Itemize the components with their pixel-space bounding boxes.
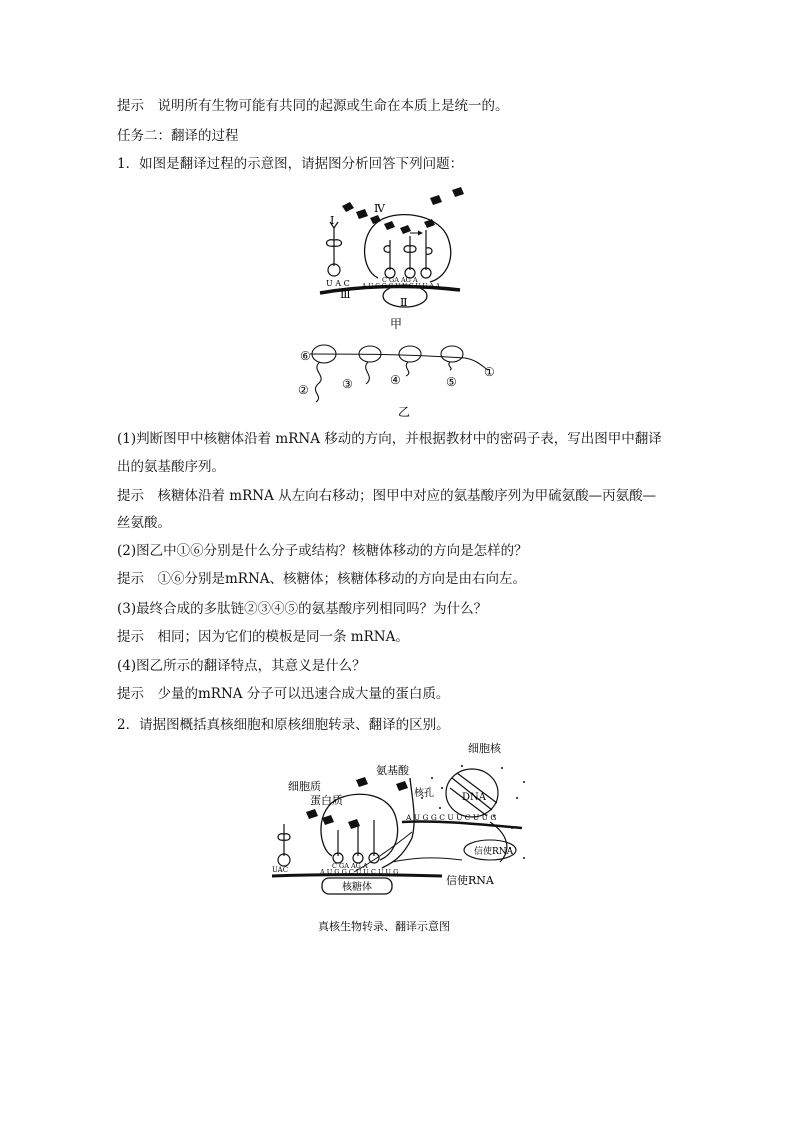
peptide-3 [366, 362, 370, 384]
ribosome-large-subunit [365, 215, 451, 282]
trna-inside-2 [404, 236, 416, 278]
figure-eukaryote [262, 738, 534, 938]
mrna-sequence-text: A U G G C U U C U U A A [362, 283, 441, 290]
amino-acid-chain [342, 202, 435, 234]
label-nucleus: 细胞核 [468, 742, 501, 755]
label-amino-acid: 氨基酸 [376, 764, 409, 777]
trna-inside-1 [384, 240, 395, 278]
label-IV: Ⅳ [374, 202, 385, 215]
num-3: ③ [342, 377, 353, 391]
figure-jia [290, 178, 500, 338]
free-amino-acids [430, 187, 464, 205]
answer-3: 提示 相同；因为它们的模板是同一条 mRNA。 [117, 629, 409, 645]
num-6: ⑥ [300, 349, 311, 363]
figure-yi [290, 340, 510, 422]
trna-codons-text: C GA AG A [382, 276, 418, 284]
answer-1-line-2: 丝氨酸。 [117, 515, 171, 531]
anticodon-text: U A C [326, 279, 350, 288]
ribosome-3 [399, 346, 421, 362]
trna-inside-3 [421, 230, 432, 278]
peptide-2 [315, 362, 321, 402]
question-1-line-2: 出的氨基酸序列。 [117, 459, 225, 475]
label-III: Ⅲ [340, 288, 351, 301]
question-4: (4)图乙所示的翻译特点，其意义是什么？ [117, 658, 366, 674]
caption-eukaryote: 真核生物转录、翻译示意图 [318, 920, 450, 933]
answer-1-line-1: 提示 核糖体沿着 mRNA 从左向右移动；图甲中对应的氨基酸序列为甲硫氨酸—丙氨酸— [117, 488, 657, 504]
ribosome-4 [441, 346, 463, 362]
trna-cyto [278, 820, 379, 866]
mrna-nucleus-seq: A U G G C U U C U U G [406, 813, 497, 822]
free-amino-acid-shapes [356, 777, 408, 791]
label-ribosome: 核糖体 [342, 882, 372, 893]
anticodon-cyto: UAC [272, 866, 289, 874]
label-protein: 蛋白质 [310, 794, 343, 807]
nuclear-membrane [382, 778, 414, 868]
mrna-nucleus [402, 821, 522, 828]
label-mrna: 信使RNA [446, 874, 494, 887]
label-II: Ⅱ [400, 296, 408, 309]
question-1-intro: 1．如图是翻译过程的示意图，请据图分析回答下列问题： [117, 156, 464, 172]
num-4: ④ [390, 373, 401, 387]
peptide-5 [449, 362, 451, 370]
label-dna: DNA [462, 792, 486, 803]
trna-codons-cyto: C GA AG A [332, 862, 368, 870]
caption-jia: 甲 [390, 317, 403, 331]
label-I: Ⅰ [330, 214, 335, 227]
num-1: ① [484, 365, 495, 379]
num-5: ⑤ [446, 375, 457, 389]
mrna-exit-curve [392, 858, 462, 862]
hint-origin: 提示 说明所有生物可能有共同的起源或生命在本质上是统一的。 [117, 98, 509, 114]
nucleus-region [421, 765, 525, 859]
label-mrna-inside: 信使RNA [474, 847, 514, 857]
trna-left [327, 222, 342, 276]
label-pore: 核孔 [414, 788, 434, 799]
question-2: (2)图乙中①⑥分别是什么分子或结构？核糖体移动的方向是怎样的？ [117, 543, 528, 559]
task2-heading: 任务二：翻译的过程 [117, 128, 239, 144]
question-2-intro: 2．请据图概括真核细胞和原核细胞转录、翻译的区别。 [117, 717, 450, 733]
num-2: ② [298, 383, 309, 397]
caption-yi: 乙 [398, 405, 411, 419]
answer-2: 提示 ①⑥分别是mRNA、核糖体；核糖体移动的方向是由右向左。 [117, 571, 527, 587]
mrna-cyto-seq: A U G G C U U C U U G [320, 868, 399, 876]
question-3: (3)最终合成的多肽链②③④⑤的氨基酸序列相同吗？为什么？ [117, 601, 488, 617]
peptide-4 [406, 362, 409, 376]
protein-chain [306, 809, 360, 829]
answer-4: 提示 少量的mRNA 分子可以迅速合成大量的蛋白质。 [117, 686, 450, 702]
label-cytoplasm: 细胞质 [288, 780, 321, 793]
question-1-line-1: (1)判断图甲中核糖体沿着 mRNA 移动的方向，并根据教材中的密码子表，写出图甲中翻译 [117, 431, 662, 447]
